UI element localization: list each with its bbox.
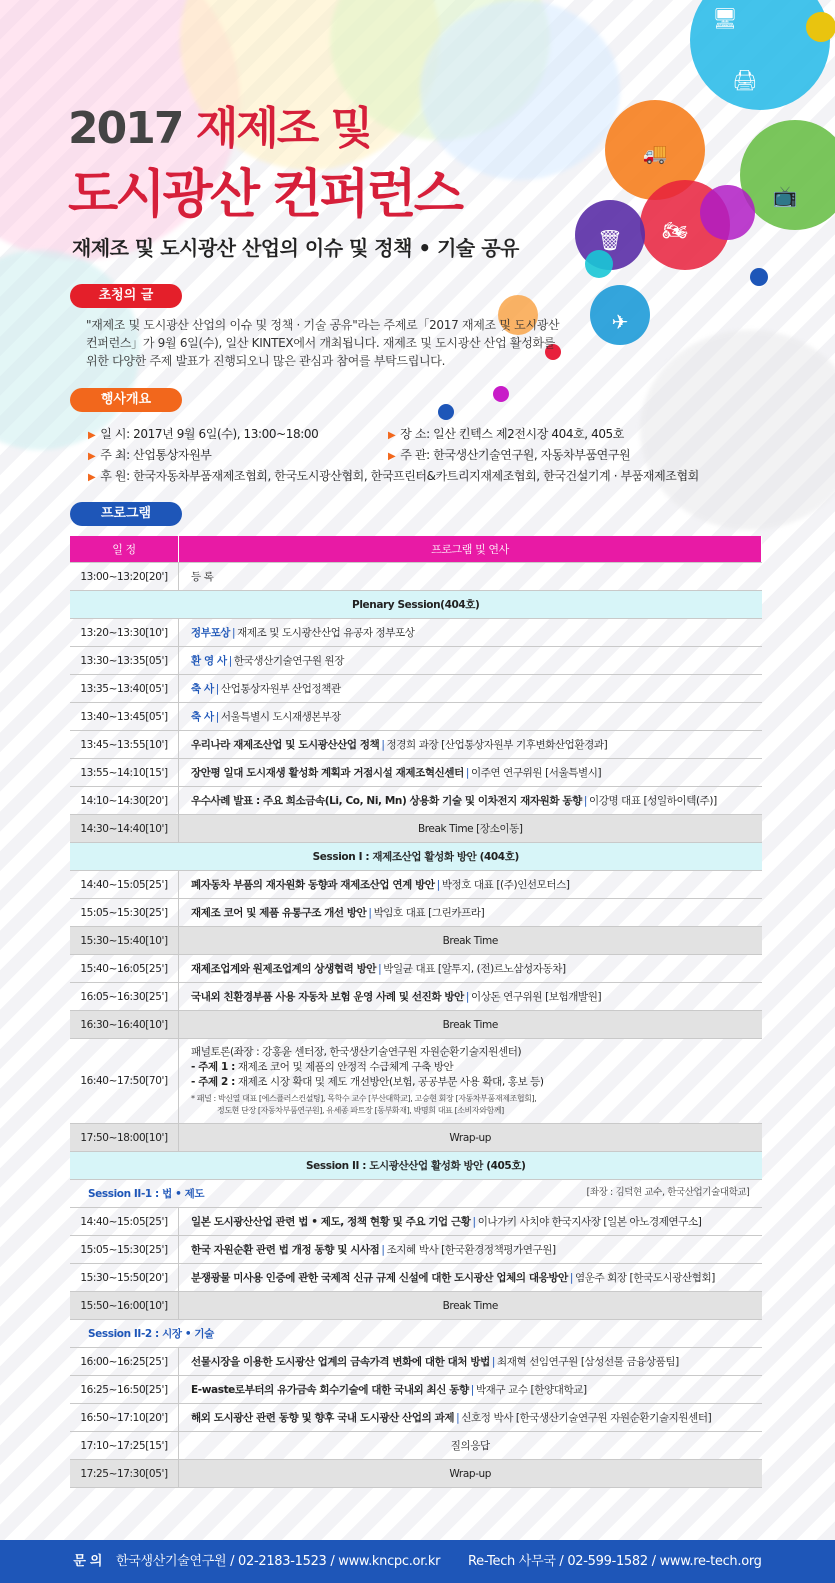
- talk-title: 선물시장을 이용한 도시광산 업계의 금속가격 변화에 대한 대처 방법: [191, 1356, 490, 1368]
- program-table: [70, 536, 762, 1488]
- program-row: [70, 899, 762, 927]
- overview-sponsor: [88, 467, 699, 484]
- col-program-header: 프로그램 및 연사: [179, 536, 762, 563]
- program-cell: [179, 1236, 762, 1264]
- overview-sponsor-text: 후 원: 한국자동차부품재제조협회, 한국도시광산협회, 한국프린터&카트리지재제조협회, 한국건설기계 · 부품재제조협회: [100, 469, 699, 483]
- talk-title: 분쟁광물 미사용 인증에 관한 국제적 신규 규제 신설에 대한 도시광산 업체의 대응방안: [191, 1272, 568, 1284]
- break-row: [70, 1011, 762, 1039]
- time-cell: 13:00~13:20[20']: [70, 563, 179, 591]
- role-label: 정부포상: [191, 627, 230, 639]
- panel-topic-text: 재제조 코어 및 제품의 안정적 수급체계 구축 방안: [237, 1061, 454, 1073]
- talk-speaker: 염운주 회장 [한국도시광산협회]: [574, 1272, 715, 1284]
- program-cell: [179, 983, 762, 1011]
- overview-host-text: 주 최: 산업통상자원부: [100, 448, 212, 462]
- talk-title: 해외 도시광산 관련 동향 및 향후 국내 도시광산 산업의 과제: [191, 1412, 455, 1424]
- program-cell: [179, 1208, 762, 1236]
- event-title-line1: [68, 92, 371, 156]
- session-title: Session I : 재제조산업 활성화 방안 (404호): [70, 843, 762, 871]
- separator: |: [465, 991, 470, 1003]
- time-cell: 14:40~15:05[25']: [70, 1208, 179, 1236]
- program-row: [70, 1208, 762, 1236]
- subsession-header-row: [70, 1320, 762, 1348]
- separator: |: [569, 1272, 573, 1284]
- role-desc: 한국생산기술연구원 원장: [233, 655, 345, 667]
- time-cell: 15:05~15:30[25']: [70, 899, 179, 927]
- panel-topic-2: [191, 1075, 762, 1090]
- triangle-bullet-icon: ▶: [88, 451, 96, 462]
- session-header-row: [70, 591, 762, 619]
- panel-title: 패널토론(좌장 : 강홍윤 센터장, 한국생산기술연구원 자원순환기술지원센터): [191, 1046, 522, 1058]
- truck-icon: 🚚: [642, 141, 668, 165]
- program-cell: [179, 787, 762, 815]
- break-row: [70, 1292, 762, 1320]
- overview-place: [388, 425, 624, 442]
- talk-title: 재제조 코어 및 제품 유통구조 개선 방안: [191, 907, 367, 919]
- talk-title: 일본 도시광산산업 관련 법 • 제도, 정책 현황 및 주요 기업 근황: [191, 1216, 471, 1228]
- triangle-bullet-icon: ▶: [88, 430, 96, 441]
- qa-cell: 질의응답: [179, 1432, 762, 1460]
- deco-circle: [438, 404, 454, 420]
- subsession-title: Session II-2 : 시장 • 기술: [88, 1328, 214, 1340]
- overview-host: [88, 446, 212, 463]
- program-cell: [179, 1376, 762, 1404]
- break-cell: Break Time: [179, 1292, 762, 1320]
- subsession-cell: [70, 1180, 762, 1208]
- program-row: [70, 871, 762, 899]
- break-cell: Wrap-up: [179, 1124, 762, 1152]
- time-cell: 13:20~13:30[10']: [70, 619, 179, 647]
- time-cell: 15:30~15:40[10']: [70, 927, 179, 955]
- time-cell: 15:50~16:00[10']: [70, 1292, 179, 1320]
- printer-icon: 🖨: [732, 68, 758, 92]
- talk-speaker: 정경희 과장 [산업통상자원부 기후변화산업환경과]: [386, 739, 608, 751]
- separator: |: [583, 795, 587, 807]
- time-cell: 16:50~17:10[20']: [70, 1404, 179, 1432]
- overview-date-text: 일 시: 2017년 9월 6일(수), 13:00~18:00: [100, 427, 319, 441]
- separator: |: [436, 879, 440, 891]
- program-cell: [179, 1264, 762, 1292]
- col-time-header: 일 정: [70, 536, 179, 563]
- role-desc: 재제조 및 도시광산산업 유공자 정부포상: [237, 627, 415, 639]
- talk-speaker: 이나가키 사치야 한국지사장 [일본 아노경제연구소]: [477, 1216, 702, 1228]
- separator: |: [381, 739, 385, 751]
- time-cell: 17:50~18:00[10']: [70, 1124, 179, 1152]
- panel-topic-text: 재제조 시장 확대 및 제도 개선방안(보험, 공공부문 사용 확대, 홍보 등): [237, 1076, 544, 1088]
- airplane-icon: ✈: [611, 310, 629, 334]
- time-cell: 13:35~13:40[05']: [70, 675, 179, 703]
- program-row: [70, 1264, 762, 1292]
- talk-speaker: 최재혁 선임연구원 [삼성선물 금융상품팀]: [497, 1356, 679, 1368]
- talk-title: 장안평 일대 도시재생 활성화 계획과 거점시설 재제조혁신센터: [191, 767, 464, 779]
- panel-row: [70, 1039, 762, 1124]
- talk-speaker: 박정호 대표 [(주)인선모터스]: [441, 879, 570, 891]
- program-row: [70, 955, 762, 983]
- program-cell: [179, 675, 762, 703]
- motorcycle-icon: 🏍: [662, 218, 688, 242]
- invitation-line: 컨퍼런스」가 9월 6일(수), 일산 KINTEX에서 개최됩니다. 재제조 및 도시광산 산업 활성화를: [86, 336, 556, 350]
- time-cell: 13:55~14:10[15']: [70, 759, 179, 787]
- panel-cell: [179, 1039, 762, 1124]
- talk-speaker: 신호정 박사 [한국생산기술연구원 자원순환기술지원센터]: [461, 1412, 712, 1424]
- event-subtitle: 재제조 및 도시광산 산업의 이슈 및 정책 • 기술 공유: [72, 236, 519, 260]
- time-cell: 15:05~15:30[25']: [70, 1236, 179, 1264]
- time-cell: 15:30~15:50[20']: [70, 1264, 179, 1292]
- panel-topic-1: [191, 1060, 762, 1075]
- talk-speaker: 박재구 교수 [한양대학교]: [475, 1384, 587, 1396]
- role-label: 축 사: [191, 683, 214, 695]
- triangle-bullet-icon: ▶: [88, 472, 96, 483]
- program-row: [70, 731, 762, 759]
- program-row: [70, 1348, 762, 1376]
- time-cell: 13:30~13:35[05']: [70, 647, 179, 675]
- separator: |: [215, 711, 219, 723]
- overview-organizer: [388, 446, 630, 463]
- break-row: [70, 1460, 762, 1488]
- talk-title: E-waste로부터의 유가금속 회수기술에 대한 국내외 최신 동향: [191, 1384, 469, 1396]
- separator: |: [472, 1216, 476, 1228]
- triangle-bullet-icon: ▶: [388, 430, 396, 441]
- subsession-chair: [좌장 : 김덕현 교수, 한국산업기술대학교]: [586, 1187, 750, 1198]
- program-cell: [179, 703, 762, 731]
- invitation-line: "재제조 및 도시광산 산업의 이슈 및 정책 · 기술 공유"라는 주제로「2017 재제조 및 도시광산: [86, 318, 560, 332]
- talk-title: 국내외 친환경부품 사용 자동차 보험 운영 사례 및 선진화 방안: [191, 991, 464, 1003]
- separator: |: [381, 1244, 385, 1256]
- separator: |: [215, 683, 219, 695]
- role-label: 축 사: [191, 711, 214, 723]
- event-title-line2: 도시광산 컨퍼런스: [68, 165, 461, 225]
- talk-title: 한국 자원순환 관련 법 개정 동향 및 시사점: [191, 1244, 380, 1256]
- program-cell: 등 록: [179, 563, 762, 591]
- contact-footer: [0, 1540, 835, 1583]
- separator: |: [231, 627, 236, 639]
- panel-members-note: * 패널 : 박신열 대표 [에스플러스컨설팅], 목학수 교수 [부산대학교], 고승현 회장 [자동차부품재제조협회],: [191, 1094, 537, 1103]
- event-year: 2017: [68, 103, 183, 154]
- panel-topic-label: - 주제 1 :: [191, 1061, 235, 1073]
- talk-title: 우리나라 재제조산업 및 도시광산산업 정책: [191, 739, 380, 751]
- program-row: [70, 647, 762, 675]
- program-cell: [179, 619, 762, 647]
- program-row: [70, 1404, 762, 1432]
- break-row: [70, 815, 762, 843]
- deco-circle: [493, 386, 509, 402]
- separator: |: [465, 767, 469, 779]
- table-header-row: [70, 536, 762, 563]
- time-cell: 14:30~14:40[10']: [70, 815, 179, 843]
- separator: |: [456, 1412, 460, 1424]
- time-cell: 16:30~16:40[10']: [70, 1011, 179, 1039]
- break-cell: Break Time [장소이동]: [179, 815, 762, 843]
- program-label: 프로그램: [70, 502, 182, 526]
- separator: |: [228, 655, 232, 667]
- overview-place-text: 장 소: 일산 킨텍스 제2전시장 404호, 405호: [400, 427, 624, 441]
- program-row: [70, 675, 762, 703]
- triangle-bullet-icon: ▶: [388, 451, 396, 462]
- program-cell: [179, 1404, 762, 1432]
- talk-speaker: 박일균 대표 [알투지, (전)르노삼성자동차]: [383, 963, 566, 975]
- time-cell: 17:10~17:25[15']: [70, 1432, 179, 1460]
- role-desc: 서울특별시 도시재생본부장: [220, 711, 341, 723]
- tv-icon: 📺: [772, 184, 798, 208]
- trash-icon: 🗑: [597, 228, 623, 252]
- time-cell: 14:40~15:05[25']: [70, 871, 179, 899]
- talk-speaker: 이강명 대표 [성일하이텍(주)]: [588, 795, 717, 807]
- time-cell: 17:25~17:30[05']: [70, 1460, 179, 1488]
- session-header-row: [70, 843, 762, 871]
- talk-speaker: 이상돈 연구위원 [보험개발원]: [471, 991, 602, 1003]
- program-cell: [179, 899, 762, 927]
- contact-retech: Re-Tech 사무국 / 02-599-1582 / www.re-tech.org: [468, 1554, 762, 1569]
- session-header-row: [70, 1152, 762, 1180]
- subsession-cell: [70, 1320, 762, 1348]
- time-cell: 14:10~14:30[20']: [70, 787, 179, 815]
- deco-circle: [750, 268, 768, 286]
- contact-label: 문 의: [73, 1554, 103, 1569]
- contact-kitech: 한국생산기술연구원 / 02-2183-1523 / www.kncpc.or.kr: [115, 1554, 441, 1569]
- invitation-line: 위한 다양한 주제 발표가 진행되오니 많은 관심과 참여를 부탁드립니다.: [86, 354, 446, 368]
- program-row: [70, 759, 762, 787]
- program-cell: [179, 731, 762, 759]
- program-row: [70, 1236, 762, 1264]
- separator: |: [378, 963, 382, 975]
- time-cell: 15:40~16:05[25']: [70, 955, 179, 983]
- talk-speaker: 박임호 대표 [그린카프라]: [373, 907, 485, 919]
- separator: |: [368, 907, 372, 919]
- overview-organizer-text: 주 관: 한국생산기술연구원, 자동차부품연구원: [400, 448, 631, 462]
- talk-title: 재제조업계와 원제조업계의 상생협력 방안: [191, 963, 377, 975]
- deco-circle: [806, 12, 835, 42]
- separator: |: [491, 1356, 495, 1368]
- program-row: [70, 619, 762, 647]
- talk-speaker: 이주연 연구위원 [서울특별시]: [471, 767, 602, 779]
- program-row: [70, 703, 762, 731]
- program-cell: [179, 955, 762, 983]
- monitor-icon: 🖥: [712, 6, 738, 30]
- role-label: 환 영 사: [191, 655, 227, 667]
- break-row: [70, 1124, 762, 1152]
- panel-topic-label: - 주제 2 :: [191, 1076, 235, 1088]
- overview-label: 행사개요: [70, 388, 182, 412]
- break-cell: Break Time: [179, 1011, 762, 1039]
- event-title-part1: 재제조 및: [195, 103, 372, 154]
- overview-date: [88, 425, 318, 442]
- invitation-text: [86, 316, 566, 370]
- program-cell: [179, 647, 762, 675]
- panel-members-note: 정도현 단장 [자동차부품연구원], 유세종 파트장 [동부화재], 박명희 대표 [소비자와함께]: [217, 1106, 504, 1115]
- time-cell: 16:25~16:50[25']: [70, 1376, 179, 1404]
- talk-speaker: 조지혜 박사 [한국환경정책평가연구원]: [386, 1244, 556, 1256]
- break-cell: Break Time: [179, 927, 762, 955]
- role-desc: 산업통상자원부 산업정책관: [220, 683, 341, 695]
- deco-circle: [700, 185, 755, 240]
- break-row: [70, 927, 762, 955]
- program-cell: [179, 759, 762, 787]
- session-title: Plenary Session(404호): [70, 591, 762, 619]
- time-cell: 16:00~16:25[25']: [70, 1348, 179, 1376]
- subsession-header-row: [70, 1180, 762, 1208]
- program-row: [70, 563, 762, 591]
- program-row: [70, 983, 762, 1011]
- session-title: Session II : 도시광산산업 활성화 방안 (405호): [70, 1152, 762, 1180]
- talk-title: 우수사례 발표 : 주요 희소금속(Li, Co, Ni, Mn) 상용화 기술 및 이차전지 재자원화 동향: [191, 795, 582, 807]
- subsession-title: Session II-1 : 법 • 제도: [88, 1188, 205, 1200]
- invitation-label: 초청의 글: [70, 284, 182, 308]
- separator: |: [470, 1384, 474, 1396]
- time-cell: 13:45~13:55[10']: [70, 731, 179, 759]
- talk-title: 폐자동차 부품의 재자원화 동향과 재제조산업 연계 방안: [191, 879, 435, 891]
- program-cell: [179, 1348, 762, 1376]
- time-cell: 13:40~13:45[05']: [70, 703, 179, 731]
- time-cell: 16:05~16:30[25']: [70, 983, 179, 1011]
- break-cell: Wrap-up: [179, 1460, 762, 1488]
- program-cell: [179, 871, 762, 899]
- time-cell: 16:40~17:50[70']: [70, 1039, 179, 1124]
- program-row: [70, 1376, 762, 1404]
- program-row: [70, 787, 762, 815]
- qa-row: [70, 1432, 762, 1460]
